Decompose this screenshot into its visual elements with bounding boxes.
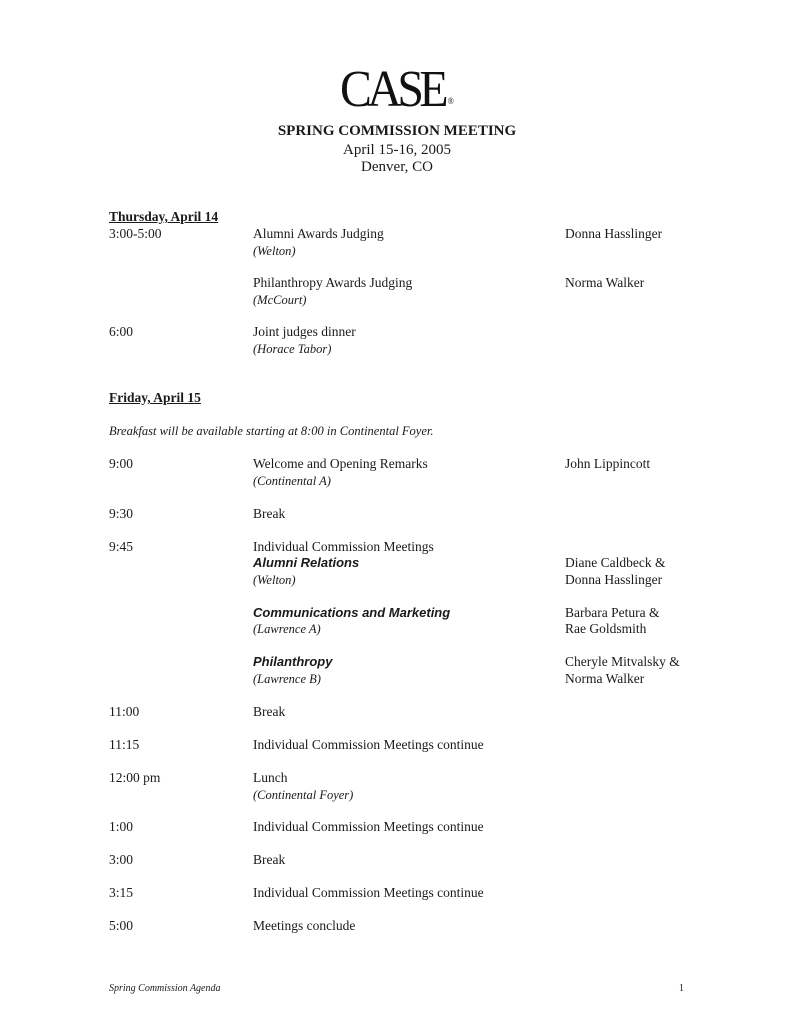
event-person: Diane Caldbeck &: [565, 555, 666, 570]
event-room: (Horace Tabor): [253, 342, 332, 356]
event-person: Cheryle Mitvalsky &: [565, 654, 680, 669]
event-title: Individual Commission Meetings: [253, 539, 434, 554]
session-title: Alumni Relations: [253, 555, 360, 570]
event-title: Philanthropy Awards Judging: [253, 275, 413, 290]
event-title: Individual Commission Meetings continue: [253, 819, 484, 834]
event-title: Break: [253, 704, 286, 719]
time-cell: 6:00: [109, 324, 134, 339]
meeting-title: SPRING COMMISSION MEETING: [277, 123, 517, 139]
event-room: (Welton): [253, 244, 296, 258]
time-cell: 5:00: [109, 918, 134, 933]
event-room: (Lawrence B): [253, 672, 321, 686]
event-title: Meetings conclude: [253, 918, 356, 933]
breakfast-note: Breakfast will be available starting at 8:00 in Continental Foyer.: [109, 424, 434, 438]
event-room: (Lawrence A): [253, 622, 321, 636]
event-person: Rae Goldsmith: [565, 621, 647, 636]
logo-text: CASE: [340, 61, 444, 118]
event-person: Norma Walker: [565, 671, 645, 686]
event-person: Norma Walker: [565, 275, 645, 290]
time-cell: 3:00: [109, 852, 134, 867]
event-title: Break: [253, 852, 286, 867]
day-heading-thursday: Thursday, April 14: [109, 209, 219, 224]
event-title: Individual Commission Meetings continue: [253, 885, 484, 900]
event-person: Donna Hasslinger: [565, 572, 663, 587]
event-room: (Continental A): [253, 474, 331, 488]
event-title: Joint judges dinner: [253, 324, 356, 339]
event-title: Lunch: [253, 770, 288, 785]
registered-mark: ®: [447, 96, 454, 106]
time-cell: 3:00-5:00: [109, 226, 162, 241]
footer-title: Spring Commission Agenda: [109, 983, 221, 994]
event-person: Barbara Petura &: [565, 605, 660, 620]
event-room: (McCourt): [253, 293, 307, 307]
event-title: Welcome and Opening Remarks: [253, 456, 428, 471]
time-cell: 9:30: [109, 506, 134, 521]
time-cell: 9:45: [109, 539, 134, 554]
time-cell: 12:00 pm: [109, 770, 161, 785]
session-title: Communications and Marketing: [253, 605, 451, 620]
time-cell: 1:00: [109, 819, 134, 834]
event-room: (Continental Foyer): [253, 788, 354, 802]
time-cell: 9:00: [109, 456, 134, 471]
day-heading-friday: Friday, April 15: [109, 390, 201, 405]
page-number: 1: [679, 983, 684, 994]
event-person: John Lippincott: [565, 456, 651, 471]
case-logo: [32, 62, 762, 129]
time-cell: 11:15: [109, 737, 140, 752]
event-room: (Welton): [253, 573, 296, 587]
session-title: Philanthropy: [253, 654, 333, 669]
event-title: Alumni Awards Judging: [253, 226, 384, 241]
event-title: Break: [253, 506, 286, 521]
event-person: Donna Hasslinger: [565, 226, 663, 241]
meeting-dates: April 15-16, 2005: [343, 142, 451, 158]
event-title: Individual Commission Meetings continue: [253, 737, 484, 752]
time-cell: 11:00: [109, 704, 140, 719]
time-cell: 3:15: [109, 885, 134, 900]
meeting-location: Denver, CO: [361, 159, 433, 175]
